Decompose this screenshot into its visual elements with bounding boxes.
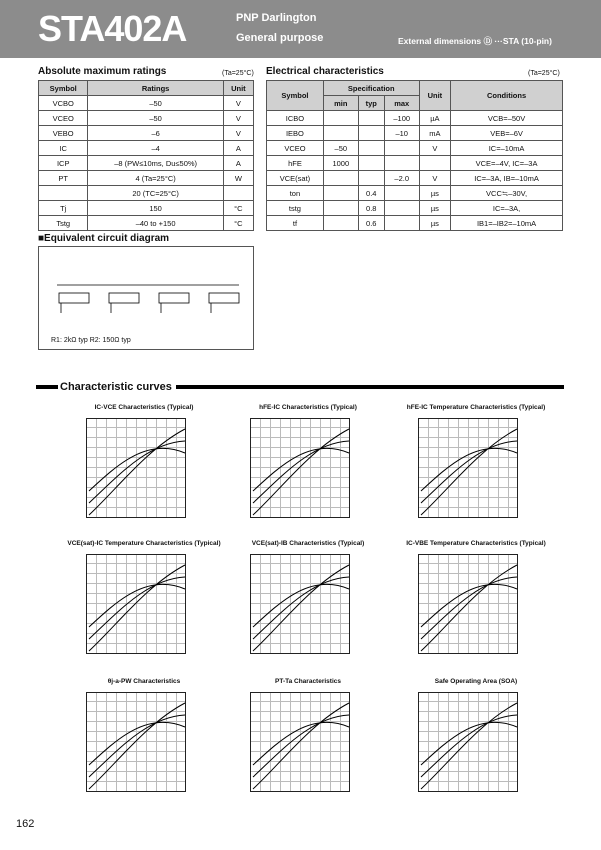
abs-cell: 20 (TC=25°C) bbox=[88, 186, 223, 201]
chart-plot bbox=[250, 554, 350, 654]
abs-cell: 4 (Ta=25°C) bbox=[88, 171, 223, 186]
abs-cell: –8 (PW≤10ms, Du≤50%) bbox=[88, 156, 223, 171]
elec-cell bbox=[358, 141, 384, 156]
elec-cell: IC=–3A, bbox=[451, 201, 563, 216]
table-row bbox=[39, 96, 254, 111]
curve bbox=[421, 441, 517, 503]
curve bbox=[421, 565, 517, 651]
curve bbox=[89, 441, 185, 503]
abs-cell bbox=[223, 186, 253, 201]
table-row bbox=[267, 111, 563, 126]
curve bbox=[421, 577, 517, 639]
curves-rule-left bbox=[36, 385, 58, 389]
table-row bbox=[39, 111, 254, 126]
table-row bbox=[267, 201, 563, 216]
circuit-note: R1: 2kΩ typ R2: 150Ω typ bbox=[51, 337, 131, 344]
elec-header: Specification bbox=[323, 81, 419, 96]
circuit-diagram bbox=[39, 247, 253, 327]
table-row bbox=[267, 126, 563, 141]
chart-title: IC-VCE Characteristics (Typical) bbox=[94, 404, 194, 411]
chart-plot bbox=[418, 554, 518, 654]
chart-plot bbox=[86, 418, 186, 518]
abs-header: Unit bbox=[223, 81, 253, 96]
table-row bbox=[267, 171, 563, 186]
elec-cell: V bbox=[419, 141, 450, 156]
elec-cell: 1000 bbox=[323, 156, 358, 171]
elec-cell: tf bbox=[267, 216, 324, 231]
curves-rule-right bbox=[176, 385, 564, 389]
chart-plot bbox=[86, 692, 186, 792]
elec-cell: mA bbox=[419, 126, 450, 141]
abs-cell: °C bbox=[223, 201, 253, 216]
elec-cell: VCE(sat) bbox=[267, 171, 324, 186]
curve bbox=[421, 715, 517, 777]
elec-cell: µs bbox=[419, 201, 450, 216]
curve bbox=[421, 429, 517, 515]
elec-cell bbox=[358, 156, 384, 171]
chart-curves bbox=[419, 419, 519, 519]
elec-cell: µA bbox=[419, 111, 450, 126]
chart-plot bbox=[418, 692, 518, 792]
elec-cell bbox=[384, 186, 419, 201]
elec-cell bbox=[384, 141, 419, 156]
abs-header: Symbol bbox=[39, 81, 88, 96]
abs-cell: VCEO bbox=[39, 111, 88, 126]
elec-cell bbox=[358, 171, 384, 186]
table-row bbox=[39, 156, 254, 171]
curve bbox=[89, 565, 185, 651]
elec-cell bbox=[419, 156, 450, 171]
chart-title: hFE-IC Characteristics (Typical) bbox=[259, 404, 357, 411]
chart-plot bbox=[250, 692, 350, 792]
elec-cell: VCB=–50V bbox=[451, 111, 563, 126]
abs-cell: Tj bbox=[39, 201, 88, 216]
elec-cell: VCE=–4V, IC=–3A bbox=[451, 156, 563, 171]
elec-cell bbox=[358, 126, 384, 141]
curve bbox=[421, 448, 517, 491]
chart-curves bbox=[251, 555, 351, 655]
curve bbox=[253, 577, 349, 639]
elec-cell: VCEO bbox=[267, 141, 324, 156]
abs-cell: VCBO bbox=[39, 96, 88, 111]
curve bbox=[89, 429, 185, 515]
abs-cell: °C bbox=[223, 216, 253, 231]
elec-cell: ICBO bbox=[267, 111, 324, 126]
elec-cell bbox=[323, 216, 358, 231]
elec-subheader: typ bbox=[358, 96, 384, 111]
external-dimensions: External dimensions Ⓓ ···STA (10-pin) bbox=[398, 36, 552, 46]
abs-header: Ratings bbox=[88, 81, 223, 96]
chart-curves bbox=[87, 419, 187, 519]
elec-cell: VEB=–6V bbox=[451, 126, 563, 141]
curves-title: Characteristic curves bbox=[60, 381, 172, 393]
elec-cell: µs bbox=[419, 186, 450, 201]
abs-cell: V bbox=[223, 111, 253, 126]
elec-cell: 0.8 bbox=[358, 201, 384, 216]
elec-cell bbox=[323, 201, 358, 216]
curve bbox=[253, 722, 349, 765]
elec-cell bbox=[323, 186, 358, 201]
chart-plot bbox=[250, 418, 350, 518]
abs-title: Absolute maximum ratings bbox=[38, 66, 167, 77]
abs-cell bbox=[39, 186, 88, 201]
elec-table bbox=[266, 80, 563, 231]
abs-cell: ICP bbox=[39, 156, 88, 171]
elec-cell: V bbox=[419, 171, 450, 186]
subtitle-type: PNP Darlington bbox=[236, 12, 317, 24]
elec-cell: hFE bbox=[267, 156, 324, 171]
abs-cell: IC bbox=[39, 141, 88, 156]
chart-plot bbox=[86, 554, 186, 654]
table-row bbox=[267, 186, 563, 201]
curve bbox=[89, 448, 185, 491]
abs-ta: (Ta=25°C) bbox=[222, 70, 254, 77]
abs-cell: A bbox=[223, 141, 253, 156]
elec-cell: –100 bbox=[384, 111, 419, 126]
abs-cell: W bbox=[223, 171, 253, 186]
abs-cell: A bbox=[223, 156, 253, 171]
elec-cell: –10 bbox=[384, 126, 419, 141]
subtitle-purpose: General purpose bbox=[236, 32, 324, 44]
abs-cell: –6 bbox=[88, 126, 223, 141]
elec-cell: ton bbox=[267, 186, 324, 201]
part-number: STA402A bbox=[38, 8, 187, 49]
elec-header: Conditions bbox=[451, 81, 563, 111]
elec-cell bbox=[323, 111, 358, 126]
curve bbox=[89, 584, 185, 627]
chart-title: VCE(sat)-IC Temperature Characteristics (Typical) bbox=[67, 540, 221, 547]
elec-cell: IC=–3A, IB=–10mA bbox=[451, 171, 563, 186]
chart-title: VCE(sat)-IB Characteristics (Typical) bbox=[251, 540, 365, 547]
abs-table bbox=[38, 80, 254, 231]
elec-subheader: min bbox=[323, 96, 358, 111]
header-bar bbox=[0, 0, 601, 58]
curve bbox=[253, 584, 349, 627]
chart-title: θj-a-PW Characteristics bbox=[107, 678, 181, 685]
abs-cell: 150 bbox=[88, 201, 223, 216]
abs-cell: –50 bbox=[88, 96, 223, 111]
chart-curves bbox=[419, 693, 519, 793]
table-row bbox=[267, 216, 563, 231]
abs-cell: V bbox=[223, 96, 253, 111]
elec-cell: IC=–10mA bbox=[451, 141, 563, 156]
curve bbox=[253, 441, 349, 503]
chart-curves bbox=[251, 419, 351, 519]
table-row bbox=[39, 216, 254, 231]
curve bbox=[253, 448, 349, 491]
abs-cell: –50 bbox=[88, 111, 223, 126]
elec-cell: –50 bbox=[323, 141, 358, 156]
chart-title: hFE-IC Temperature Characteristics (Typical) bbox=[406, 404, 546, 411]
elec-cell: 0.6 bbox=[358, 216, 384, 231]
elec-cell: VCC≒–30V, bbox=[451, 186, 563, 201]
curve bbox=[89, 722, 185, 765]
table-row bbox=[39, 201, 254, 216]
curve bbox=[89, 577, 185, 639]
abs-cell: VEBO bbox=[39, 126, 88, 141]
elec-cell: IB1=–IB2=–10mA bbox=[451, 216, 563, 231]
elec-cell: 0.4 bbox=[358, 186, 384, 201]
table-row bbox=[39, 141, 254, 156]
table-row bbox=[39, 171, 254, 186]
elec-cell bbox=[323, 171, 358, 186]
table-row bbox=[267, 141, 563, 156]
abs-cell: Tstg bbox=[39, 216, 88, 231]
table-row bbox=[267, 156, 563, 171]
curve bbox=[89, 703, 185, 789]
elec-header: Symbol bbox=[267, 81, 324, 111]
circuit-title: ■Equivalent circuit diagram bbox=[38, 233, 170, 244]
curve bbox=[421, 722, 517, 765]
chart-plot bbox=[418, 418, 518, 518]
curve bbox=[253, 565, 349, 651]
circuit-box bbox=[38, 246, 254, 350]
elec-cell: IEBO bbox=[267, 126, 324, 141]
curve bbox=[253, 703, 349, 789]
table-row bbox=[39, 126, 254, 141]
elec-cell bbox=[384, 156, 419, 171]
elec-cell bbox=[384, 201, 419, 216]
elec-cell: tstg bbox=[267, 201, 324, 216]
chart-curves bbox=[251, 693, 351, 793]
curve bbox=[253, 429, 349, 515]
curve bbox=[253, 715, 349, 777]
elec-header: Unit bbox=[419, 81, 450, 111]
elec-title: Electrical characteristics bbox=[266, 66, 384, 77]
chart-curves bbox=[87, 693, 187, 793]
elec-cell bbox=[323, 126, 358, 141]
elec-cell: –2.0 bbox=[384, 171, 419, 186]
chart-title: Safe Operating Area (SOA) bbox=[434, 678, 518, 685]
chart-title: IC-VBE Temperature Characteristics (Typical) bbox=[406, 540, 546, 547]
table-row bbox=[39, 186, 254, 201]
elec-subheader: max bbox=[384, 96, 419, 111]
abs-cell: –4 bbox=[88, 141, 223, 156]
chart-title: PT-Ta Characteristics bbox=[275, 678, 341, 685]
curve bbox=[421, 584, 517, 627]
abs-cell: PT bbox=[39, 171, 88, 186]
elec-ta: (Ta=25°C) bbox=[528, 70, 560, 77]
elec-cell bbox=[384, 216, 419, 231]
elec-cell: µs bbox=[419, 216, 450, 231]
abs-cell: V bbox=[223, 126, 253, 141]
curve bbox=[421, 703, 517, 789]
elec-cell bbox=[358, 111, 384, 126]
chart-curves bbox=[87, 555, 187, 655]
page-number: 162 bbox=[16, 818, 35, 830]
curve bbox=[89, 715, 185, 777]
abs-cell: –40 to +150 bbox=[88, 216, 223, 231]
chart-curves bbox=[419, 555, 519, 655]
